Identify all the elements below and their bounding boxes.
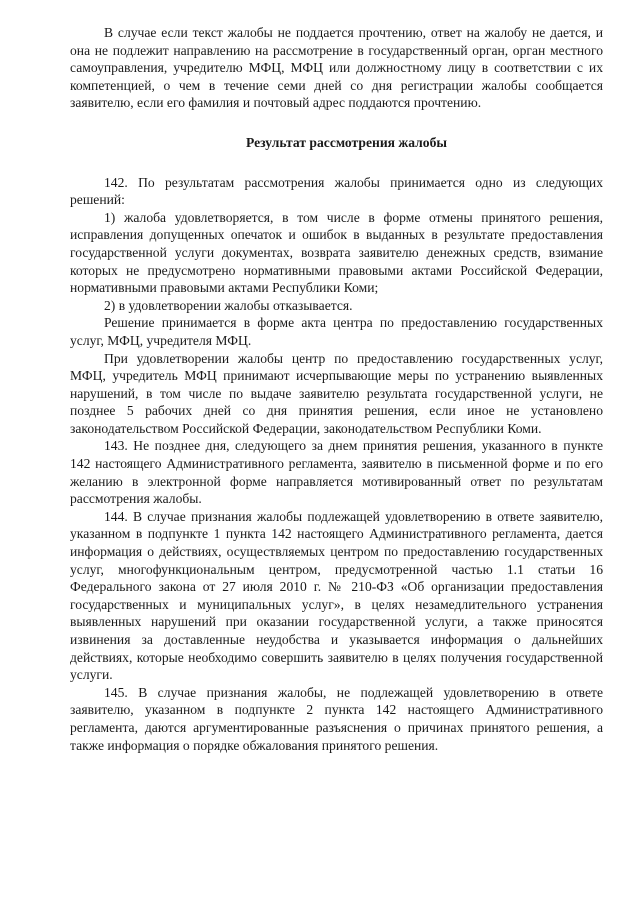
paragraph-142-item-2: 2) в удовлетворении жалобы отказывается. bbox=[104, 297, 353, 313]
paragraph-145: 145. В случае признания жалобы, не подлежащей удовлетворению в ответе заявителю, указанном в подпункте 2 пункта 142 настоящего Административного регламента, даются аргументированные разъяснения о причинах принятого решения, а также информация о порядке обжалования принятого решения. bbox=[70, 684, 603, 753]
paragraph-144: 144. В случае признания жалобы подлежащей удовлетворению в ответе заявителю, указанном в подпункте 1 пункта 142 настоящего Административного регламента, дается информация о действиях, осуществляемых центром по предоставлению государственных услуг, многофункциональным центром, предусмотренной частью 1.1 статьи 16 Федерального закона от 27 июля 2010 г. № 210-ФЗ «Об организации предоставления государственных и муниципальных услуг», в целях незамедлительного устранения выявленных нарушений при оказании государственной услуги, а также приносятся извинения за доставленные неудобства и указывается информация о дальнейших действиях, которые необходимо совершить заявителю в целях получения государственной услуги. bbox=[70, 508, 603, 683]
paragraph-143: 143. Не позднее дня, следующего за днем принятия решения, указанного в пункте 142 настоящего Административного регламента, заявителю в письменной форме и по его желанию в электронной форме направляется мотивированный ответ по результатам рассмотрения жалобы. bbox=[70, 438, 603, 507]
paragraph-satisfaction-measures: При удовлетворении жалобы центр по предоставлению государственных услуг, МФЦ, учредитель МФЦ принимают исчерпывающие меры по устранению выявленных нарушений, в том числе по выдаче заявителю результата государственной услуги, не позднее 5 рабочих дней со дня принятия решения, если иное не установлено законодательством Российской Федерации, законодательством Республики Коми. bbox=[70, 350, 603, 436]
paragraph-142-item-1: 1) жалоба удовлетворяется, в том числе в форме отмены принятого решения, исправления допущенных опечаток и ошибок в выданных в результате предоставления государственной услуги документах, возврата заявителю денежных средств, взимание которых не предусмотрено нормативными правовыми актами Российской Федерации, нормативными правовыми актами Республики Коми; bbox=[70, 209, 603, 296]
paragraph-decision-form: Решение принимается в форме акта центра по предоставлению государственных услуг, МФЦ, учредителя МФЦ. bbox=[70, 315, 603, 348]
paragraph-142: 142. По результатам рассмотрения жалобы принимается одно из следующих решений: bbox=[70, 174, 603, 208]
section-title: Результат рассмотрения жалобы bbox=[245, 134, 448, 150]
spacer bbox=[70, 112, 603, 134]
spacer bbox=[70, 152, 603, 174]
intro-paragraph: В случае если текст жалобы не поддается прочтению, ответ на жалобу не дается, и она не подлежит направлению на рассмотрение в государственный орган, орган местного самоуправления, учредителю МФЦ, МФЦ или должностному лицу в соответствии с их компетенцией, о чем в течение семи дней со дня регистрации жалобы сообщается заявителю, если его фамилия и почтовый адрес поддаются прочтению. bbox=[70, 25, 603, 111]
